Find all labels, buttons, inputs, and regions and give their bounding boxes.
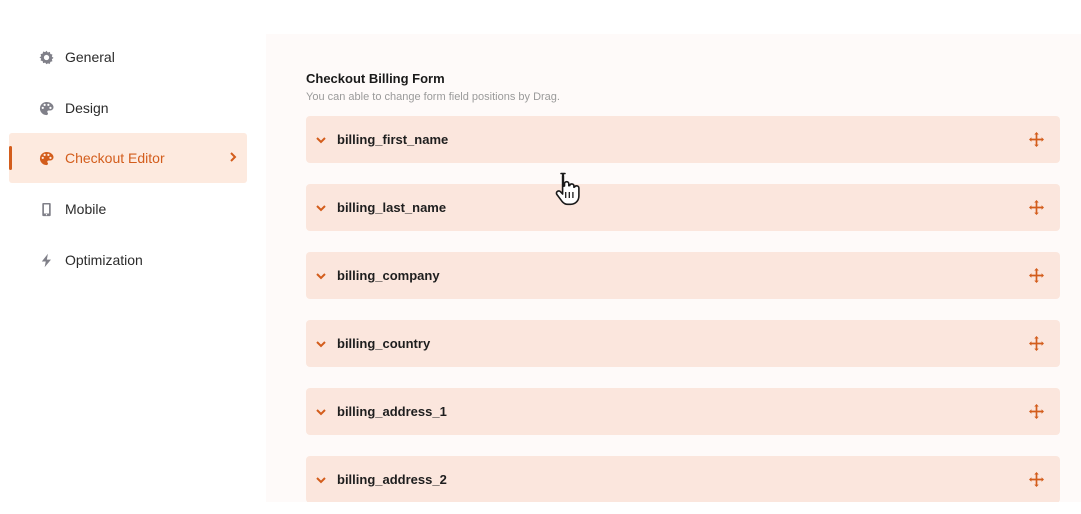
hand-cursor-icon <box>552 170 584 206</box>
sidebar-item-design[interactable] <box>9 83 247 133</box>
chevron-down-icon[interactable] <box>315 202 327 214</box>
section-subtitle: You can able to change form field positions by Drag. <box>306 91 560 103</box>
sidebar-item-checkout-editor[interactable] <box>9 133 247 183</box>
drag-move-icon[interactable] <box>1029 336 1044 351</box>
field-label: billing_address_2 <box>337 472 447 487</box>
field-label: billing_last_name <box>337 200 447 215</box>
field-label: billing_country <box>337 336 431 351</box>
field-row-billing-address-2[interactable] <box>306 456 1060 502</box>
main-panel <box>266 34 1081 502</box>
field-row-billing-first-name[interactable] <box>306 116 1060 163</box>
active-indicator <box>9 146 12 170</box>
field-row-billing-address-1[interactable] <box>306 388 1060 435</box>
field-label: billing_address_1 <box>337 404 447 419</box>
chevron-right-icon <box>227 150 239 162</box>
sidebar-item-label: Design <box>65 100 109 116</box>
mobile-icon <box>38 201 54 217</box>
chevron-down-icon[interactable] <box>315 406 327 418</box>
gear-icon <box>38 49 54 65</box>
palette-icon <box>38 100 54 116</box>
sidebar <box>0 0 262 514</box>
field-row-billing-country[interactable] <box>306 320 1060 367</box>
drag-move-icon[interactable] <box>1029 132 1044 147</box>
sidebar-item-label: General <box>65 49 115 65</box>
chevron-down-icon[interactable] <box>315 270 327 282</box>
sidebar-item-mobile[interactable] <box>9 184 247 234</box>
field-row-billing-last-name[interactable] <box>306 184 1060 231</box>
field-row-billing-company[interactable] <box>306 252 1060 299</box>
drag-move-icon[interactable] <box>1029 268 1044 283</box>
drag-move-icon[interactable] <box>1029 404 1044 419</box>
drag-move-icon[interactable] <box>1029 200 1044 215</box>
field-label: billing_first_name <box>337 132 449 147</box>
field-label: billing_company <box>337 268 440 283</box>
sidebar-item-label: Checkout Editor <box>65 150 165 166</box>
bolt-icon <box>38 252 54 268</box>
sidebar-item-label: Mobile <box>65 201 107 217</box>
sidebar-item-optimization[interactable] <box>9 235 247 285</box>
chevron-down-icon[interactable] <box>315 338 327 350</box>
section-title: Checkout Billing Form <box>306 71 445 86</box>
palette-icon <box>38 150 54 166</box>
drag-move-icon[interactable] <box>1029 472 1044 487</box>
sidebar-item-general[interactable] <box>9 32 247 82</box>
chevron-down-icon[interactable] <box>315 474 327 486</box>
sidebar-item-label: Optimization <box>65 252 143 268</box>
chevron-down-icon[interactable] <box>315 134 327 146</box>
